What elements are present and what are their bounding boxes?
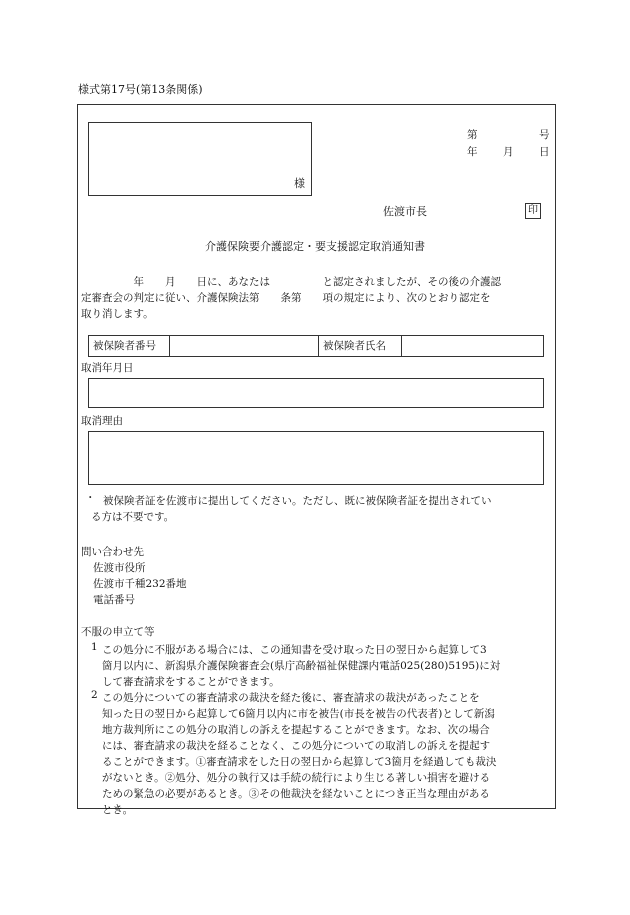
- note-line-1: 被保険者証を佐渡市に提出してください。ただし、既に被保険者証を提出されてい: [103, 495, 492, 507]
- document-title: 介護保険要介護認定・要支援認定取消通知書: [205, 240, 425, 253]
- body-line-3: 取り消します。: [81, 308, 154, 320]
- body-paragraph: [81, 274, 551, 322]
- seal-mark: 印: [525, 203, 541, 219]
- appeal-item-1-text: [102, 642, 552, 690]
- document-number-suffix: 号: [539, 129, 550, 141]
- form-number-label: 様式第17号(第13条関係): [78, 83, 203, 96]
- addressee-honorific: 様: [294, 177, 305, 190]
- addressee-box: [88, 122, 312, 196]
- appeal-item-2-line: この処分についての審査請求の裁決を経た後に、審査請求の裁決があったことを: [102, 692, 480, 704]
- insured-number-field[interactable]: [170, 336, 318, 356]
- appeal-item-1-line: この処分に不服がある場合には、この通知書を受け取った日の翌日から起算して3: [102, 644, 487, 656]
- cancellation-reason-box[interactable]: [88, 431, 544, 485]
- contact-office: 佐渡市役所: [93, 562, 146, 574]
- appeal-item-2-line: ための緊急の必要があるとき。③その他裁決を経ないことにつき正当な理由がある: [102, 788, 490, 800]
- contact-label: 問い合わせ先: [81, 546, 144, 558]
- issue-date-year: 年: [467, 146, 478, 158]
- cancellation-date-box[interactable]: [88, 378, 544, 408]
- note-bullet: ・: [85, 492, 96, 504]
- note-text: [91, 493, 553, 525]
- appeal-item-2-line: ることができます。①審査請求をした日の翌日から起算して3箇月を経過しても裁決: [102, 756, 497, 768]
- appeal-item-2-line: 知った日の翌日から起算して6箇月以内に市を被告(市長を被告の代表者)として新潟: [102, 708, 495, 720]
- insured-info-table: [88, 335, 544, 357]
- appeal-item-2-text: [102, 690, 552, 818]
- appeal-item-2-line: には、審査請求の裁決を経ることなく、この処分についての取消しの訴えを提起す: [102, 740, 491, 752]
- contact-phone-label: 電話番号: [93, 594, 135, 606]
- appeal-item-2-line: 地方裁判所にこの処分の取消しの訴えを提起することができます。なお、次の場合: [102, 724, 490, 736]
- appeal-item-1-line: 箇月以内に、新潟県介護保険審査会(県庁高齢福祉保健課内電話025(280)5195)に対: [102, 660, 501, 672]
- appeal-label: 不服の申立て等: [81, 626, 155, 638]
- appeal-item-1-number: 1: [91, 641, 98, 653]
- insured-name-field[interactable]: [402, 336, 543, 356]
- note-line-2: る方は不要です。: [91, 511, 175, 523]
- appeal-item-2-line: とき。: [102, 804, 134, 816]
- insured-number-label: 被保険者番号: [93, 340, 156, 352]
- body-line-1: 年 月 日に、あなたは と認定されましたが、その後の介護認: [81, 276, 501, 288]
- document-number-prefix: 第: [467, 129, 478, 141]
- issue-date-month: 月: [503, 146, 514, 158]
- insured-name-label: 被保険者氏名: [323, 340, 386, 352]
- appeal-item-2-number: 2: [91, 689, 98, 701]
- issuer-name: 佐渡市長: [383, 205, 427, 218]
- cancellation-reason-label: 取消理由: [81, 415, 123, 427]
- contact-address: 佐渡市千種232番地: [93, 578, 187, 590]
- appeal-item-2-line: がないとき。②処分、処分の執行又は手続の続行により生じる著しい損害を避ける: [102, 772, 491, 784]
- issue-date-day: 日: [539, 146, 550, 158]
- appeal-item-1-line: して審査請求をすることができます。: [102, 676, 280, 688]
- body-line-2: 定審査会の判定に従い、介護保険法第 条第 項の規定により、次のとおり認定を: [81, 292, 491, 304]
- cancellation-date-label: 取消年月日: [81, 362, 134, 374]
